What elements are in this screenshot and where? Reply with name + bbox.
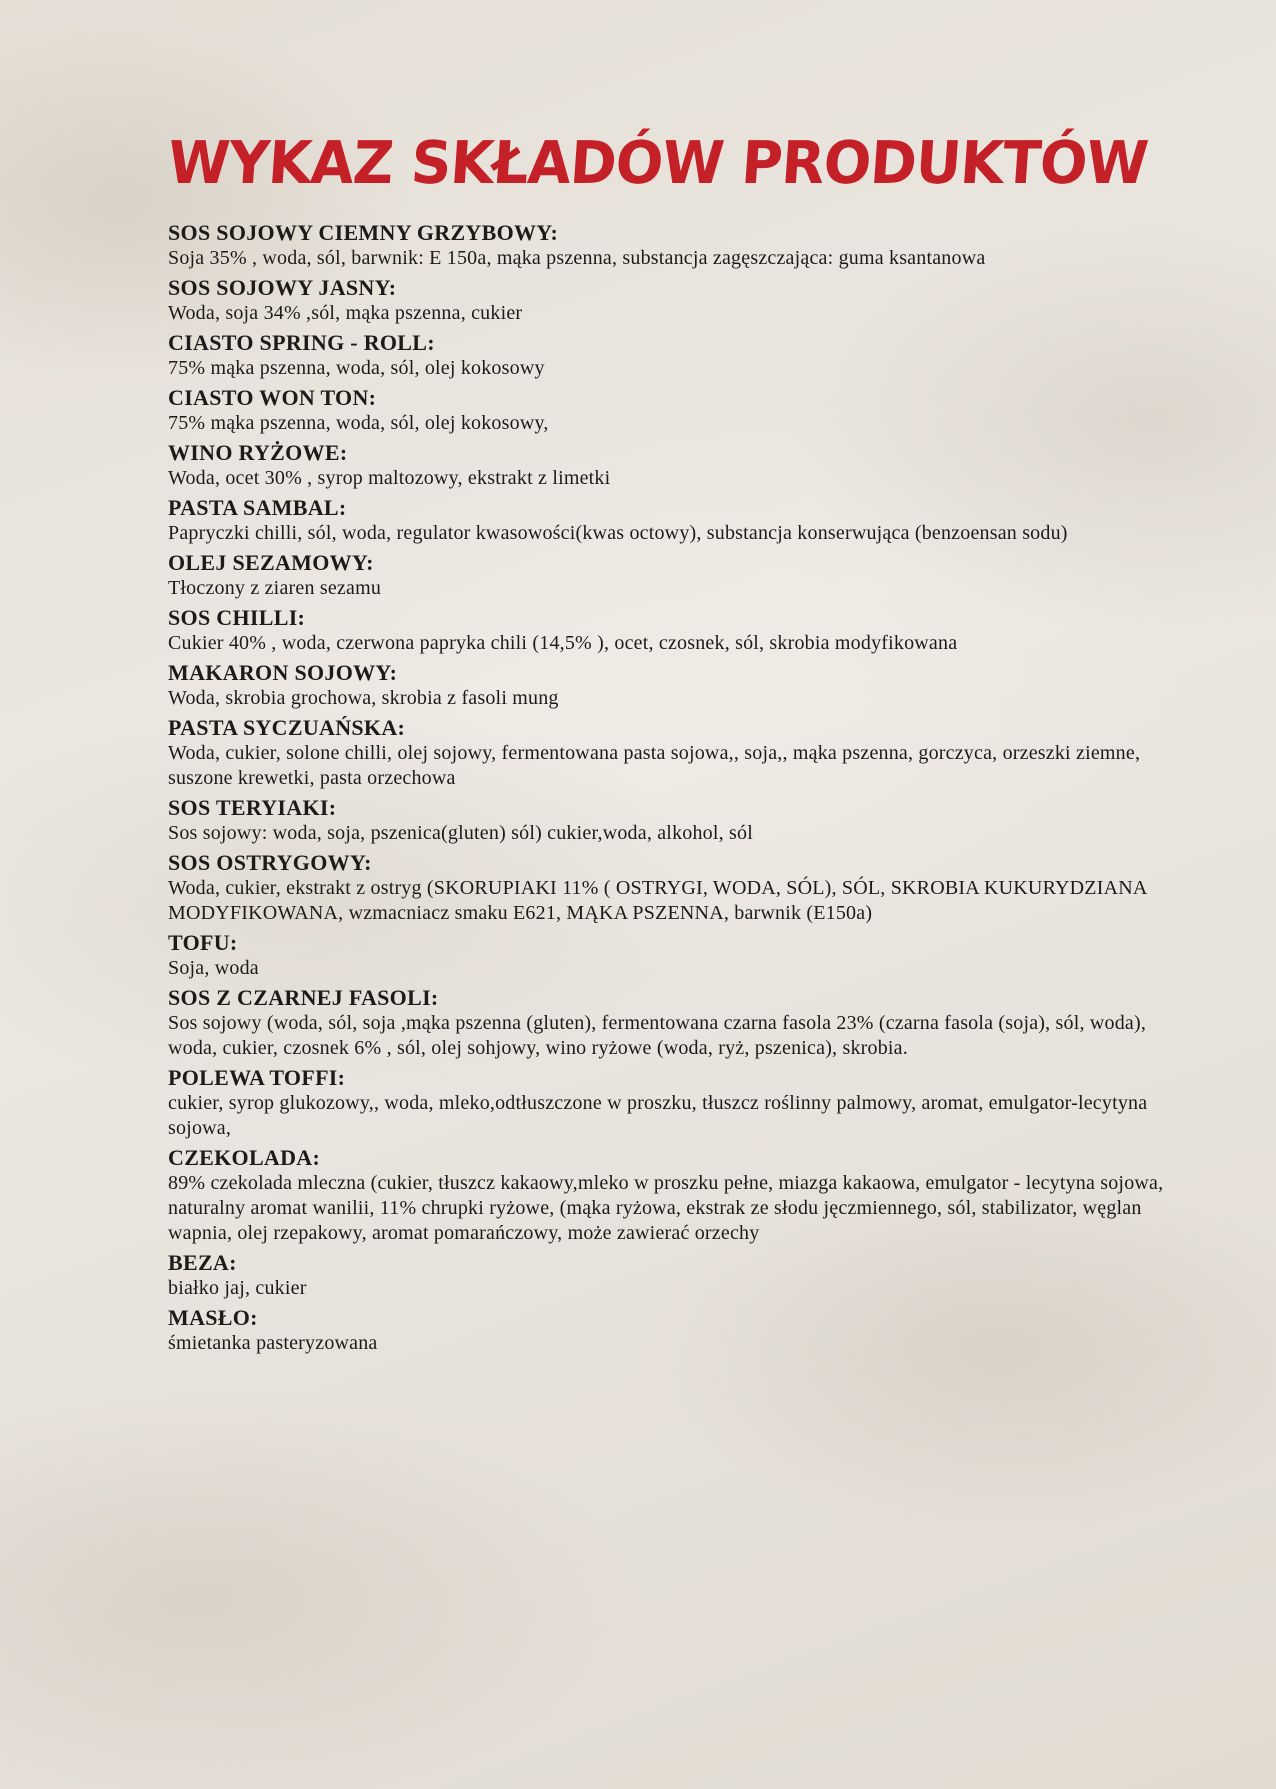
product-ingredients: Woda, ocet 30% , syrop maltozowy, ekstrakt z limetki bbox=[168, 467, 611, 489]
page-title: WYKAZ SKŁADÓW PRODUKTÓW bbox=[165, 129, 1150, 198]
product-ingredients: Sos sojowy (woda, sól, soja ,mąka pszenna (gluten), fermentowana czarna fasola 23% (czarna fasola (soja), sól, woda), woda, cukier, czosnek 6% , sól, olej sohjowy, wino ryżowe (woda, ryż, pszenica), skrobia. bbox=[168, 1012, 1147, 1059]
ingredients-list bbox=[168, 220, 1168, 1356]
product-name: SOS SOJOWY CIEMNY GRZYBOWY: bbox=[168, 220, 559, 245]
ingredient-entry bbox=[168, 850, 1168, 926]
product-ingredients: Tłoczony z ziaren sezamu bbox=[168, 577, 382, 599]
ingredient-entry bbox=[168, 660, 1168, 711]
product-ingredients: śmietanka pasteryzowana bbox=[168, 1332, 378, 1354]
ingredient-entry bbox=[168, 930, 1168, 981]
ingredient-entry bbox=[168, 605, 1168, 656]
ingredient-entry bbox=[168, 330, 1168, 381]
product-name: CIASTO SPRING - ROLL: bbox=[168, 330, 435, 355]
ingredient-entry bbox=[168, 440, 1168, 491]
product-name: SOS Z CZARNEJ FASOLI: bbox=[168, 985, 439, 1010]
product-ingredients: 75% mąka pszenna, woda, sól, olej kokosowy bbox=[168, 357, 545, 379]
product-ingredients: cukier, syrop glukozowy,, woda, mleko,odtłuszczone w proszku, tłuszcz roślinny palmowy, aromat, emulgator-lecytyna sojowa, bbox=[168, 1092, 1148, 1139]
product-ingredients: 89% czekolada mleczna (cukier, tłuszcz kakaowy,mleko w proszku pełne, miazga kakaowa, emulgator - lecytyna sojowa, naturalny aromat wanilii, 11% chrupki ryżowe, (mąka ryżowa, ekstrak ze słodu jęczmiennego, sól, stabilizator, węglan wapnia, olej rzepakowy, aromat pomarańczowy, może zawierać orzechy bbox=[168, 1172, 1164, 1244]
product-ingredients: Woda, skrobia grochowa, skrobia z fasoli mung bbox=[168, 687, 559, 709]
ingredient-entry bbox=[168, 385, 1168, 436]
ingredient-entry bbox=[168, 1145, 1168, 1246]
product-name: SOS SOJOWY JASNY: bbox=[168, 275, 397, 300]
product-ingredients: Woda, cukier, solone chilli, olej sojowy, fermentowana pasta sojowa,, soja,, mąka pszenna, gorczyca, orzeszki ziemne, suszone krewetki, pasta orzechowa bbox=[168, 742, 1141, 789]
product-name: TOFU: bbox=[168, 930, 238, 955]
product-name: MAKARON SOJOWY: bbox=[168, 660, 398, 685]
product-ingredients: Woda, soja 34% ,sól, mąka pszenna, cukier bbox=[168, 302, 523, 324]
ingredient-entry bbox=[168, 1305, 1168, 1356]
product-name: SOS OSTRYGOWY: bbox=[168, 850, 372, 875]
product-name: BEZA: bbox=[168, 1250, 237, 1275]
ingredient-entry bbox=[168, 495, 1168, 546]
product-name: WINO RYŻOWE: bbox=[168, 440, 348, 465]
ingredients-document bbox=[165, 128, 1168, 1360]
product-name: POLEWA TOFFI: bbox=[168, 1065, 346, 1090]
product-ingredients: 75% mąka pszenna, woda, sól, olej kokosowy, bbox=[168, 412, 549, 434]
ingredient-entry bbox=[168, 1250, 1168, 1301]
product-ingredients: białko jaj, cukier bbox=[168, 1277, 307, 1299]
product-name: PASTA SYCZUAŃSKA: bbox=[168, 715, 406, 740]
product-name: OLEJ SEZAMOWY: bbox=[168, 550, 374, 575]
product-ingredients: Sos sojowy: woda, soja, pszenica(gluten) sól) cukier,woda, alkohol, sól bbox=[168, 822, 753, 844]
product-ingredients: Papryczki chilli, sól, woda, regulator kwasowości(kwas octowy), substancja konserwująca (benzoensan sodu) bbox=[168, 522, 1068, 544]
ingredient-entry bbox=[168, 550, 1168, 601]
ingredient-entry bbox=[168, 1065, 1168, 1141]
product-ingredients: Woda, cukier, ekstrakt z ostryg (SKORUPIAKI 11% ( OSTRYGI, WODA, SÓL), SÓL, SKROBIA KUKURYDZIANA MODYFIKOWANA, wzmacniacz smaku E621, MĄKA PSZENNA, barwnik (E150a) bbox=[168, 877, 1147, 924]
ingredient-entry bbox=[168, 275, 1168, 326]
product-ingredients: Soja, woda bbox=[168, 957, 259, 979]
product-name: MASŁO: bbox=[168, 1305, 258, 1330]
product-name: CIASTO WON TON: bbox=[168, 385, 377, 410]
ingredient-entry bbox=[168, 220, 1168, 271]
product-ingredients: Soja 35% , woda, sól, barwnik: E 150a, mąka pszenna, substancja zagęszczająca: guma ksantanowa bbox=[168, 247, 986, 269]
ingredient-entry bbox=[168, 715, 1168, 791]
product-name: SOS CHILLI: bbox=[168, 605, 306, 630]
ingredient-entry bbox=[168, 795, 1168, 846]
product-ingredients: Cukier 40% , woda, czerwona papryka chili (14,5% ), ocet, czosnek, sól, skrobia modyfikowana bbox=[168, 632, 958, 654]
product-name: SOS TERYIAKI: bbox=[168, 795, 337, 820]
ingredient-entry bbox=[168, 985, 1168, 1061]
product-name: PASTA SAMBAL: bbox=[168, 495, 347, 520]
product-name: CZEKOLADA: bbox=[168, 1145, 321, 1170]
